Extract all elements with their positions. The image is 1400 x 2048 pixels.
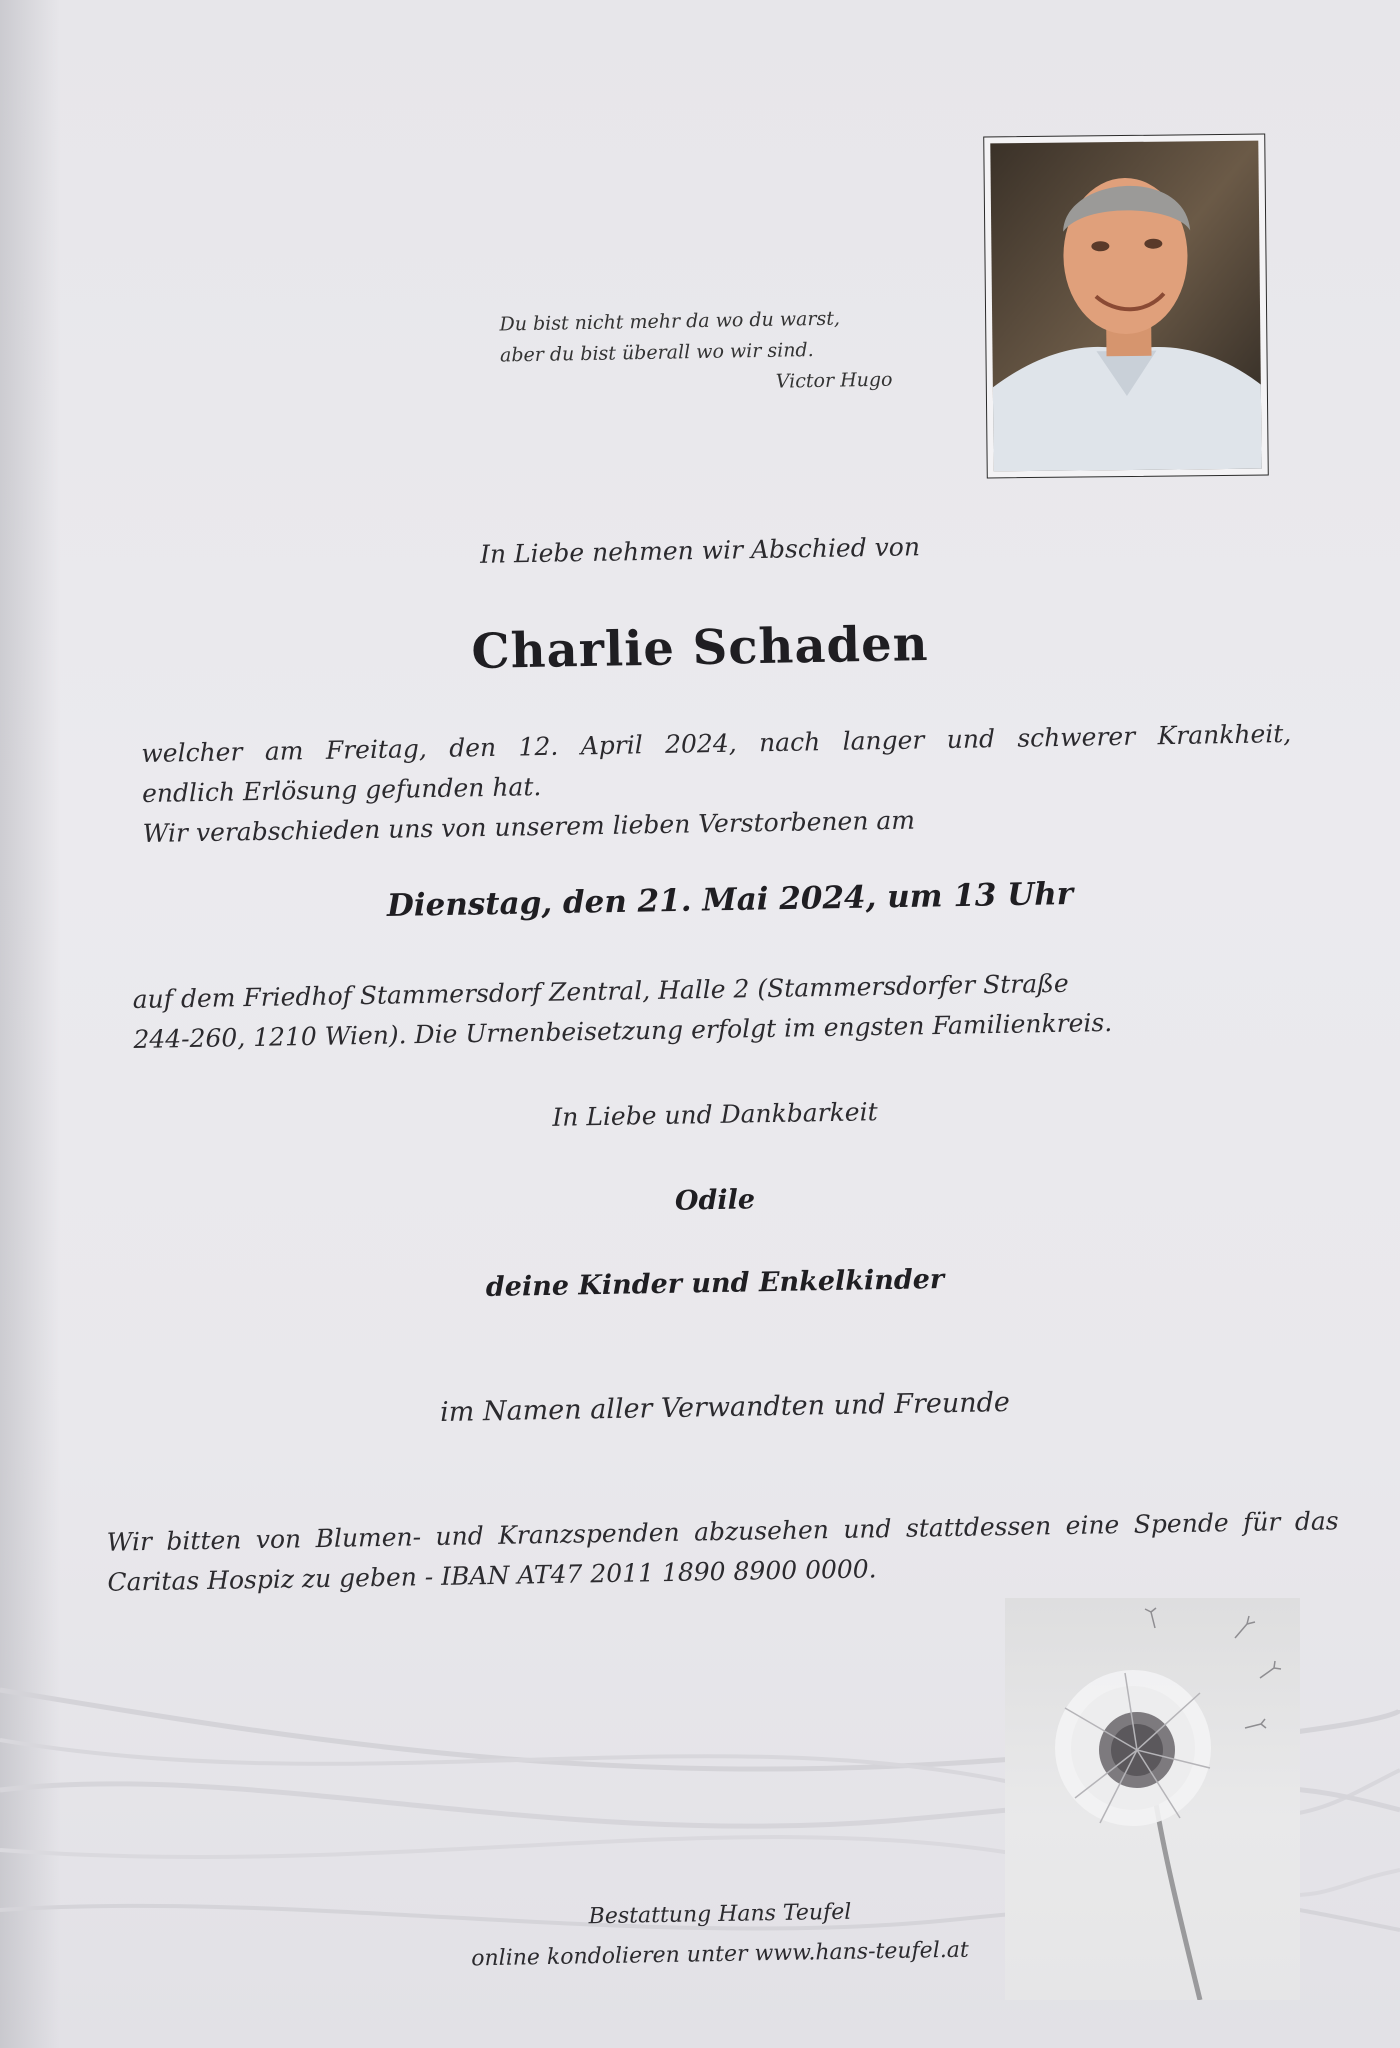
quote-line-1: Du bist nicht mehr da wo du warst, (499, 307, 841, 336)
quote-line-2: aber du bist überall wo wir sind. (499, 339, 814, 367)
relatives-text: im Namen aller Verwandten und Freunde (439, 1387, 1011, 1428)
signer-children: deine Kinder und Enkelkinder (485, 1264, 945, 1303)
signer-spouse: Odile (674, 1184, 756, 1217)
location-paragraph-line-1: auf dem Friedhof Stammersdorf Zentral, Halle 2 (Stammersdorfer Straße (132, 968, 1069, 1015)
intro-text: In Liebe nehmen wir Abschied von (479, 532, 921, 569)
death-paragraph-line-1: welcher am Freitag, den 12. April 2024, nach langer und schwerer Krankheit, (141, 718, 1292, 769)
location-paragraph-line-2: 244-260, 1210 Wien). Die Urnenbeisetzung erfolgt im engsten Familienkreis. (133, 1007, 1113, 1055)
condolence-link[interactable]: online kondolieren unter www.hans-teufel.at (471, 1937, 969, 1972)
deceased-name: Charlie Schaden (470, 616, 930, 680)
death-paragraph-line-2: endlich Erlösung gefunden hat. (141, 772, 542, 809)
undertaker-name: Bestattung Hans Teufel (588, 1899, 852, 1930)
death-paragraph (141, 714, 1293, 854)
location-paragraph (132, 960, 1283, 1060)
portrait-photo (984, 135, 1268, 478)
donation-paragraph (106, 1501, 1339, 1602)
dandelion-icon (1005, 1598, 1300, 2000)
death-paragraph-line-3: Wir verabschieden uns von unserem lieben Verstorbenen am (142, 805, 916, 849)
dandelion-photo (1005, 1598, 1300, 2000)
quote-author: Victor Hugo (775, 368, 893, 393)
thanks-text: In Liebe und Dankbarkeit (552, 1097, 878, 1132)
funeral-date: Dienstag, den 21. Mai 2024, um 13 Uhr (386, 876, 1074, 924)
portrait-frame (983, 134, 1269, 479)
donation-line-1: Wir bitten von Blumen- und Kranzspenden abzusehen und stattdessen eine Spende für das (106, 1506, 1339, 1557)
quote (499, 303, 901, 403)
donation-line-2: Caritas Hospiz zu geben - IBAN AT47 2011 1890 8900 0000. (107, 1554, 877, 1597)
